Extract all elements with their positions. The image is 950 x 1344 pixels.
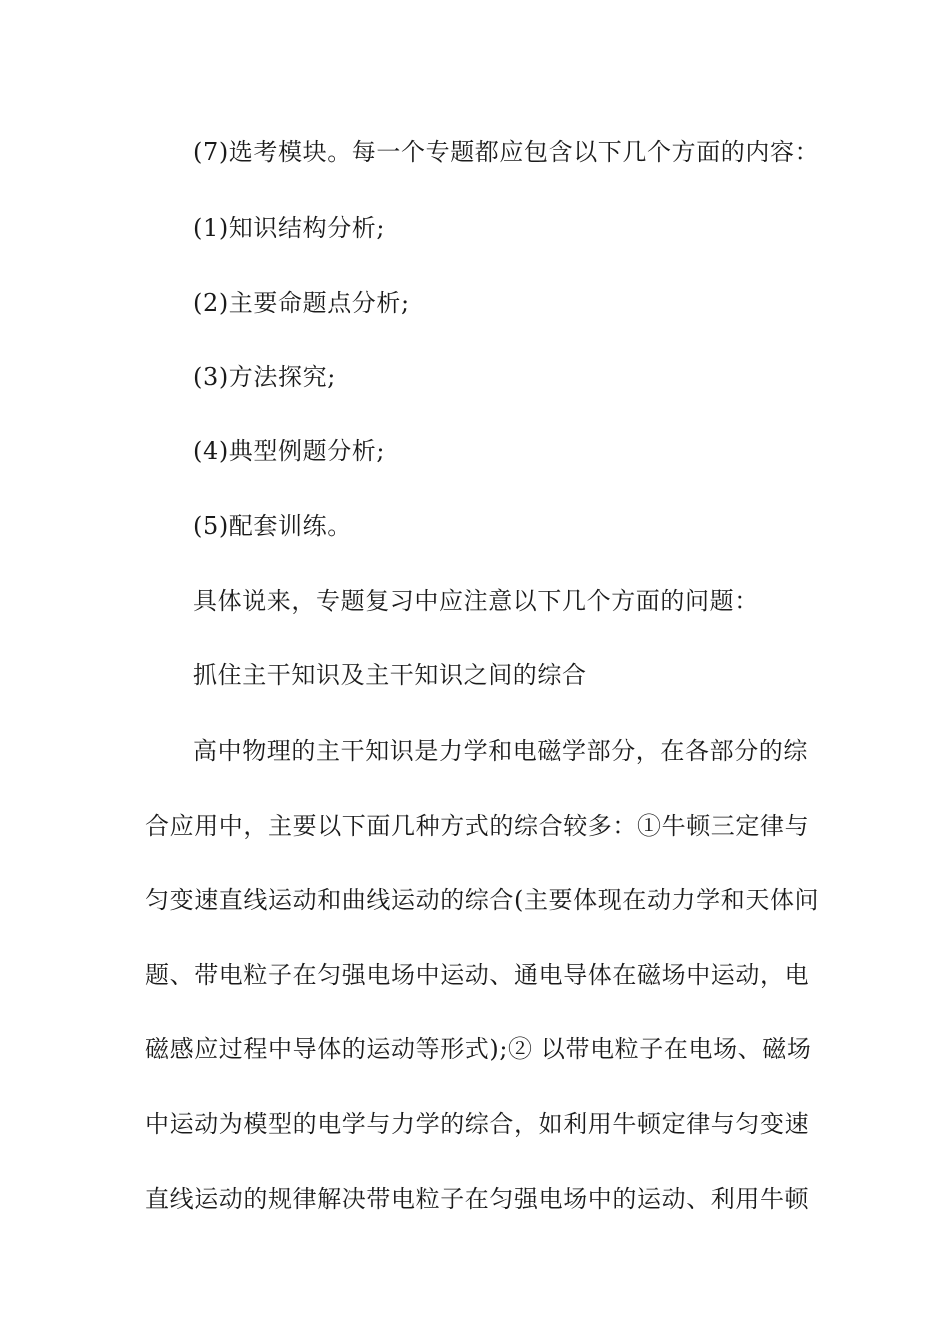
list-item-main-topics: (2)主要命题点分析; [193, 289, 410, 317]
list-item-knowledge-structure: (1)知识结构分析; [193, 214, 386, 242]
paragraph-line: 合应用中，主要以下面几种方式的综合较多：①牛顿三定律与 [145, 812, 810, 840]
paragraph-line: 中运动为模型的电学与力学的综合，如利用牛顿定律与匀变速 [145, 1110, 810, 1138]
section-heading: 抓住主干知识及主干知识之间的综合 [193, 661, 587, 689]
list-item-typical-examples: (4)典型例题分析; [193, 437, 386, 465]
paragraph-line: 高中物理的主干知识是力学和电磁学部分，在各部分的综 [193, 737, 808, 765]
list-item-practice: (5)配套训练。 [193, 512, 352, 540]
paragraph-line: 匀变速直线运动和曲线运动的综合(主要体现在动力学和天体问 [145, 886, 820, 914]
paragraph-line: 题、带电粒子在匀强电场中运动、通电导体在磁场中运动，电 [145, 961, 810, 989]
paragraph-line: 磁感应过程中导体的运动等形式);② 以带电粒子在电场、磁场 [145, 1035, 812, 1063]
list-item-method-exploration: (3)方法探究; [193, 363, 336, 391]
paragraph-line: 直线运动的规律解决带电粒子在匀强电场中的运动、利用牛顿 [145, 1185, 810, 1213]
paragraph-elective-modules: (7)选考模块。每一个专题都应包含以下几个方面的内容： [193, 138, 820, 166]
paragraph-specifics-intro: 具体说来，专题复习中应注意以下几个方面的问题： [193, 587, 759, 615]
